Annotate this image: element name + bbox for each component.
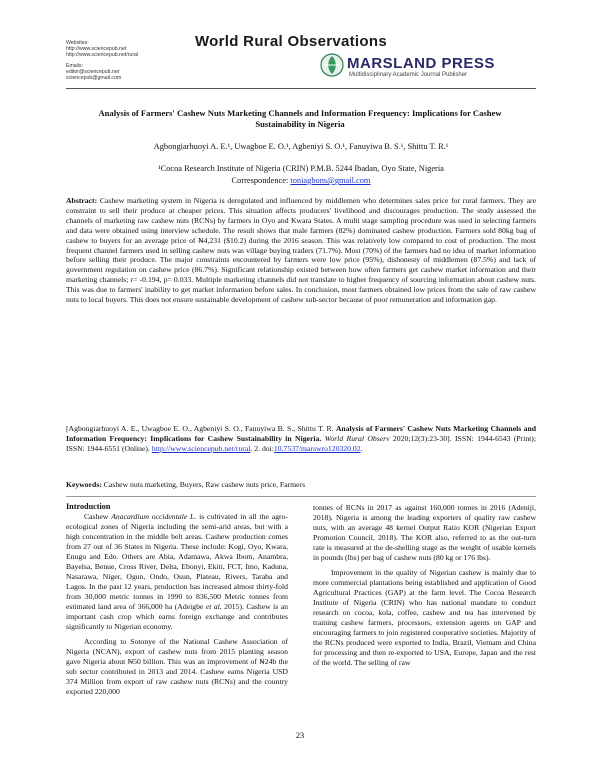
intro-paragraph-1: [66, 512, 288, 632]
abstract-text: Cashew marketing system in Nigeria is deregulated and influenced by middlemen who determines sales price for rural farmers. They are constraint to sell their produce at cheaper prices. This situation affects producers' livelihood and discourages production. The study assessed the channels of marketing raw cashew nuts (RCNs) by farmers in Oyo and Kwara States. A multi stage sampling procedure was used in selecting farmers and data were obtained using interview schedule. The result shows that male farmers (82%) dominated cashew production. Farmers sold 80kg bag of cashew to buyers for an average price of ₦4,231 ($10.2) during the 2016 season. This was relatively low compared to cost of production. The most frequent channel farmers used in selling cashew nuts was village buying traders (71.7%). Most (70%) of the farmers had no idea of market information before selling their produce. The major constraints encountered by farmers were low price (95%), dishonesty of middlemen (87.5%) and lack of government regulation on cashew price (86.7%). Significant relationship existed between how often farmers get cashew market information and their marketing channels; r= -0.194, p= 0.033. Multiple marketing channels did not translate to higher frequency of sourcing information about cashew nuts. This was due to farmers' inability to get market information before sales. In conclusion, most farmers obtained low prices from the sale of raw cashew nuts to local buyers. This does not ensure sustainable development of cashew sub-sector because of poor remuneration and information gap.: [66, 196, 536, 305]
citation-url-link[interactable]: http://www.sciencepub.net/rural: [151, 443, 251, 453]
header-emails-label: Emails:: [66, 62, 84, 69]
correspondence-email-link[interactable]: toniagbons@gmail.com: [290, 176, 371, 185]
citation-journal: World Rural Observ: [321, 433, 390, 443]
journal-title: World Rural Observations: [195, 33, 387, 50]
intro-p1-etal: et al: [205, 602, 220, 611]
abstract-paragraph: [66, 196, 536, 305]
header-email-editor[interactable]: editor@sciencepub.net: [66, 68, 120, 75]
intro-heading: Introduction: [66, 502, 111, 511]
publisher-name: MARSLAND PRESS: [347, 55, 495, 72]
citation-doi-prefix: . 2. doi:: [250, 443, 274, 453]
paper-affiliation: ¹Cocoa Research Institute of Nigeria (CRIN) P.M.B. 5244 Ibadan, Oyo State, Nigeria: [158, 164, 444, 173]
header-contact-info: [66, 40, 146, 81]
abstract-label: Abstract:: [66, 196, 98, 205]
citation-title: Analysis of Farmers' Cashew Nuts Marketing Channels and Information Frequency: Implications for Cashew Sustainability in Nigeria.: [66, 424, 536, 443]
page-number: 23: [295, 731, 305, 740]
keywords-text: Cashew nuts marketing, Buyers, Raw cashew nuts price, Farmers: [101, 480, 306, 489]
citation-details: 2020;12(3):23-30]. ISSN: 1944-6543 (Print); ISSN: 1944-6551 (Online).: [66, 433, 537, 453]
header-websites-label: Websites:: [66, 40, 89, 46]
publisher-tagline: Multidisciplinary Academic Journal Publisher: [349, 72, 468, 78]
correspondence-label: Correspondence:: [231, 176, 289, 185]
header-website-rural-link[interactable]: http://www.sciencepub.net/rural: [66, 52, 139, 59]
intro-left-column: [66, 502, 288, 697]
intro-p1-start: Cashew: [84, 512, 112, 521]
paper-title: Analysis of Farmers' Cashew Nuts Marketing Channels and Information Frequency: Implications for Cashew Sustainability in Nigeria: [98, 108, 502, 129]
intro-right-column: [313, 503, 536, 668]
citation-end: .: [360, 443, 363, 453]
intro-p1-end: , 2015). Cashew is an important cash crop which earns foreign exchange and contributes significantly to Nigerian economy.: [66, 602, 288, 631]
paper-authors: Agbongiarhuoyi A. E.¹, Uwagboe E. O.¹, Agbeniyi S. O.¹, Fanuyiwa B. S.¹, Shittu T. R.¹: [153, 142, 449, 151]
header-email-sciencepub[interactable]: sciencepub@gmail.com: [66, 75, 122, 82]
keywords-line: [66, 480, 536, 490]
header-divider: [66, 88, 536, 89]
citation-doi-link[interactable]: 10.7537/marswro120320.02: [273, 443, 361, 453]
correspondence-line: [66, 175, 536, 186]
intro-p1-rest: is cultivated in all the agro-ecological zones of Nigeria including the semi-arid areas, but with a high concentration in the middle belt areas. Cashew production comes from 27 out of 36 States in Nigeria. These include: Kogi, Oyo, Kwara, Enugu and Edo. Others are Abia, Adamawa, Akwa Ibom, Anambra, Bayelsa, Benue, Cross River, Delta, Ebonyi, Ekiti, FCT, Imo, Kaduna, Nasarawa, Niger, Ogun, Ondo, Osun, Plateau, Rivers, Taraba and Lagos. In the past 12 years, production has increased almost thirty-fold from 30,000 metric tonnes in 1990 to 836,500 Metric tonnes from estimated land area of 366,000 ha (Adeigbe: [66, 512, 288, 611]
header-website-link[interactable]: http://www.sciencepub.net: [66, 46, 127, 53]
intro-paragraph-3: tonnes of RCNs in 2017 as against 160,000 tonnes in 2016 (Adeniji, 2018). Nigeria is among the leading exporters of quality raw cashew nuts, with an average 48 kernel Output Ratio KOR (Nigerian Export Promotion Council, 2018). The KOR also, referred to as the out-turn rate is measured at the de-shelling stage as the weight of usable kernels in pounds (lbs) per bag of cashew nuts (80 kg or 176 lbs).: [313, 503, 536, 562]
intro-paragraph-4: Improvement in the quality of Nigerian cashew is mainly due to more commercial plantations being established and application of Good Agricultural Practices (GAP) at the farm level. The Cocoa Research Institute of Nigeria (CRIN) who has national mandate to conduct research on cocoa, kola, coffee, cashew and tea has intervened by training cashew farmers, processors, extension agents on GAP and encouraging farmers to join registered cooperative societies. Majority of the RCNs produced were exported to India, Brazil, Vietnam and China for processing and then re-exported to USA, Europe, Japan and the rest of the world. The selling of raw: [313, 568, 536, 667]
intro-paragraph-2: According to Sotonye of the National Cashew Association of Nigeria (NCAN), export of cashew nuts from 2015 planting season gave Nigeria about ₦50 billion. This was an improvement of ₦24b the sub sector contributed in 2013 and 2014. Cashew earns Nigeria USD 374 Million from export of raw cashew nuts (RCNs) and the country exported 220,000: [66, 637, 288, 696]
keywords-label: Keywords:: [66, 480, 102, 489]
citation-authors: [Agbongiarhuoyi A. E., Uwagboe E. O., Agbeniyi S. O., Fanuyiwa B. S., Shittu T. R.: [66, 424, 336, 433]
citation-paragraph: [66, 424, 536, 454]
intro-p1-species: Anacardium occidentale L.: [111, 512, 197, 521]
keywords-divider: [66, 496, 536, 497]
publisher-logo-icon: [320, 53, 344, 77]
